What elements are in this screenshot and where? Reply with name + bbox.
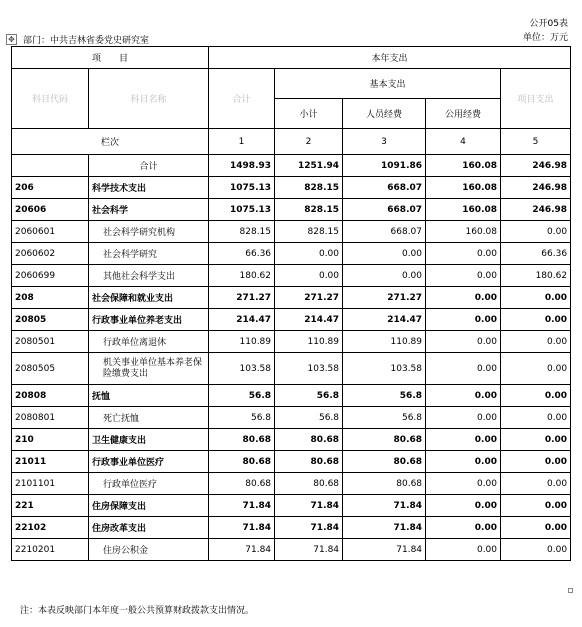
cell-proj: 0.00 [501, 331, 571, 353]
cell-name: 行政事业单位医疗 [89, 451, 209, 473]
header-subtotal: 小计 [275, 99, 343, 129]
header-public: 公用经费 [426, 99, 501, 129]
cell-pub: 0.00 [426, 517, 501, 539]
cell-name: 住房公积金 [89, 539, 209, 561]
cell-sub: 1251.94 [275, 155, 343, 177]
department-line [6, 33, 149, 46]
move-handle-icon[interactable]: ✥ [6, 34, 17, 45]
cell-pers: 71.84 [343, 539, 426, 561]
cell-total: 66.36 [209, 243, 275, 265]
resize-handle-icon[interactable] [568, 588, 573, 593]
table-row [12, 407, 571, 429]
cell-name: 抚恤 [89, 385, 209, 407]
department-label: 部门：中共吉林省委党史研究室 [23, 36, 150, 46]
cell-sub: 103.58 [275, 353, 343, 385]
table-row [12, 243, 571, 265]
cell-total: 71.84 [209, 517, 275, 539]
table-row [12, 265, 571, 287]
cell-sub: 80.68 [275, 429, 343, 451]
cell-pers: 0.00 [343, 265, 426, 287]
cell-code: 221 [12, 495, 89, 517]
cell-pub: 160.08 [426, 155, 501, 177]
cell-pub: 0.00 [426, 353, 501, 385]
header-col5: 5 [501, 129, 571, 155]
cell-proj: 180.62 [501, 265, 571, 287]
cell-code: 20805 [12, 309, 89, 331]
cell-pers: 668.07 [343, 221, 426, 243]
table-row [12, 517, 571, 539]
cell-pers: 71.84 [343, 495, 426, 517]
table-row [12, 155, 571, 177]
cell-proj: 0.00 [501, 539, 571, 561]
cell-pers: 80.68 [343, 473, 426, 495]
cell-name: 住房改革支出 [89, 517, 209, 539]
cell-proj: 0.00 [501, 287, 571, 309]
table-row [12, 473, 571, 495]
cell-total: 80.68 [209, 451, 275, 473]
cell-proj: 0.00 [501, 221, 571, 243]
cell-total: 110.89 [209, 331, 275, 353]
cell-code: 206 [12, 177, 89, 199]
cell-pub: 0.00 [426, 309, 501, 331]
cell-pers: 668.07 [343, 177, 426, 199]
cell-sub: 271.27 [275, 287, 343, 309]
cell-code: 2101101 [12, 473, 89, 495]
cell-total: 180.62 [209, 265, 275, 287]
cell-pers: 1091.86 [343, 155, 426, 177]
cell-proj: 246.98 [501, 177, 571, 199]
header-personnel: 人员经费 [343, 99, 426, 129]
table-row [12, 287, 571, 309]
cell-name: 科学技术支出 [89, 177, 209, 199]
cell-sub: 828.15 [275, 221, 343, 243]
cell-total: 828.15 [209, 221, 275, 243]
cell-sub: 80.68 [275, 473, 343, 495]
cell-proj: 0.00 [501, 495, 571, 517]
cell-name: 其他社会科学支出 [89, 265, 209, 287]
cell-code: 2080801 [12, 407, 89, 429]
header-col3: 3 [343, 129, 426, 155]
cell-total: 271.27 [209, 287, 275, 309]
table-row [12, 353, 571, 385]
cell-sub: 80.68 [275, 451, 343, 473]
cell-proj: 0.00 [501, 353, 571, 385]
header-name: 科目名称 [89, 69, 209, 129]
cell-pub: 0.00 [426, 243, 501, 265]
cell-pub: 0.00 [426, 473, 501, 495]
header-total: 合计 [209, 69, 275, 129]
cell-pers: 80.68 [343, 429, 426, 451]
cell-total: 56.8 [209, 407, 275, 429]
header-annual: 本年支出 [209, 47, 571, 69]
cell-pub: 160.08 [426, 199, 501, 221]
table-row [12, 429, 571, 451]
cell-name: 合计 [89, 155, 209, 177]
cell-pers: 56.8 [343, 385, 426, 407]
cell-pub: 0.00 [426, 495, 501, 517]
table-row [12, 495, 571, 517]
cell-pub: 0.00 [426, 539, 501, 561]
cell-pers: 71.84 [343, 517, 426, 539]
cell-proj: 246.98 [501, 199, 571, 221]
cell-pers: 271.27 [343, 287, 426, 309]
cell-total: 71.84 [209, 539, 275, 561]
cell-sub: 828.15 [275, 199, 343, 221]
cell-sub: 110.89 [275, 331, 343, 353]
cell-sub: 0.00 [275, 243, 343, 265]
cell-proj: 0.00 [501, 517, 571, 539]
cell-name: 行政事业单位养老支出 [89, 309, 209, 331]
cell-pers: 0.00 [343, 243, 426, 265]
header-code: 科目代码 [12, 69, 89, 129]
cell-pers: 668.07 [343, 199, 426, 221]
cell-sub: 214.47 [275, 309, 343, 331]
table-row [12, 309, 571, 331]
table-row [12, 539, 571, 561]
cell-name: 社会科学研究 [89, 243, 209, 265]
header-project-expense: 项目支出 [501, 69, 571, 129]
header-rownum: 栏次 [12, 129, 209, 155]
cell-proj: 0.00 [501, 451, 571, 473]
cell-sub: 71.84 [275, 517, 343, 539]
cell-proj: 0.00 [501, 309, 571, 331]
cell-name: 社会科学研究机构 [89, 221, 209, 243]
cell-total: 1075.13 [209, 199, 275, 221]
cell-proj: 0.00 [501, 429, 571, 451]
cell-code: 208 [12, 287, 89, 309]
cell-code: 2080501 [12, 331, 89, 353]
footnote: 注：本表反映部门本年度一般公共预算财政拨款支出情况。 [20, 606, 255, 616]
cell-pers: 80.68 [343, 451, 426, 473]
cell-pers: 110.89 [343, 331, 426, 353]
table-row [12, 199, 571, 221]
cell-code: 2210201 [12, 539, 89, 561]
cell-sub: 71.84 [275, 539, 343, 561]
cell-pub: 0.00 [426, 429, 501, 451]
cell-pub: 0.00 [426, 385, 501, 407]
cell-code: 2060699 [12, 265, 89, 287]
cell-proj: 66.36 [501, 243, 571, 265]
cell-name: 行政单位医疗 [89, 473, 209, 495]
table-row [12, 221, 571, 243]
expenditure-table [11, 46, 571, 561]
cell-pub: 160.08 [426, 221, 501, 243]
cell-pub: 160.08 [426, 177, 501, 199]
cell-pers: 56.8 [343, 407, 426, 429]
cell-name: 社会科学 [89, 199, 209, 221]
cell-code: 22102 [12, 517, 89, 539]
cell-total: 1075.13 [209, 177, 275, 199]
header-project: 项 目 [12, 47, 209, 69]
cell-code: 21011 [12, 451, 89, 473]
cell-pers: 214.47 [343, 309, 426, 331]
cell-name: 社会保障和就业支出 [89, 287, 209, 309]
table-row [12, 177, 571, 199]
cell-total: 80.68 [209, 473, 275, 495]
header-col2: 2 [275, 129, 343, 155]
cell-sub: 71.84 [275, 495, 343, 517]
cell-total: 1498.93 [209, 155, 275, 177]
cell-code: 210 [12, 429, 89, 451]
cell-name: 机关事业单位基本养老保险缴费支出 [89, 353, 209, 385]
cell-code: 2080505 [12, 353, 89, 385]
cell-pers: 103.58 [343, 353, 426, 385]
cell-code: 2060602 [12, 243, 89, 265]
cell-total: 80.68 [209, 429, 275, 451]
cell-proj: 0.00 [501, 407, 571, 429]
cell-sub: 828.15 [275, 177, 343, 199]
cell-proj: 0.00 [501, 473, 571, 495]
cell-proj: 0.00 [501, 385, 571, 407]
cell-pub: 0.00 [426, 265, 501, 287]
cell-code: 20606 [12, 199, 89, 221]
cell-code: 20808 [12, 385, 89, 407]
form-number: 公开05表 [529, 19, 568, 29]
cell-name: 住房保障支出 [89, 495, 209, 517]
cell-sub: 56.8 [275, 385, 343, 407]
table-body [12, 155, 571, 561]
cell-code [12, 155, 89, 177]
table-row [12, 385, 571, 407]
header-basic: 基本支出 [275, 69, 501, 99]
cell-pub: 0.00 [426, 451, 501, 473]
cell-total: 214.47 [209, 309, 275, 331]
cell-pub: 0.00 [426, 331, 501, 353]
header-col4: 4 [426, 129, 501, 155]
cell-pub: 0.00 [426, 407, 501, 429]
cell-total: 103.58 [209, 353, 275, 385]
unit-label: 单位：万元 [522, 33, 568, 43]
cell-code: 2060601 [12, 221, 89, 243]
table-row [12, 331, 571, 353]
cell-name: 死亡抚恤 [89, 407, 209, 429]
cell-pub: 0.00 [426, 287, 501, 309]
table-row [12, 451, 571, 473]
cell-total: 56.8 [209, 385, 275, 407]
cell-name: 卫生健康支出 [89, 429, 209, 451]
cell-proj: 246.98 [501, 155, 571, 177]
cell-total: 71.84 [209, 495, 275, 517]
header-col1: 1 [209, 129, 275, 155]
cell-sub: 56.8 [275, 407, 343, 429]
cell-sub: 0.00 [275, 265, 343, 287]
cell-name: 行政单位离退休 [89, 331, 209, 353]
